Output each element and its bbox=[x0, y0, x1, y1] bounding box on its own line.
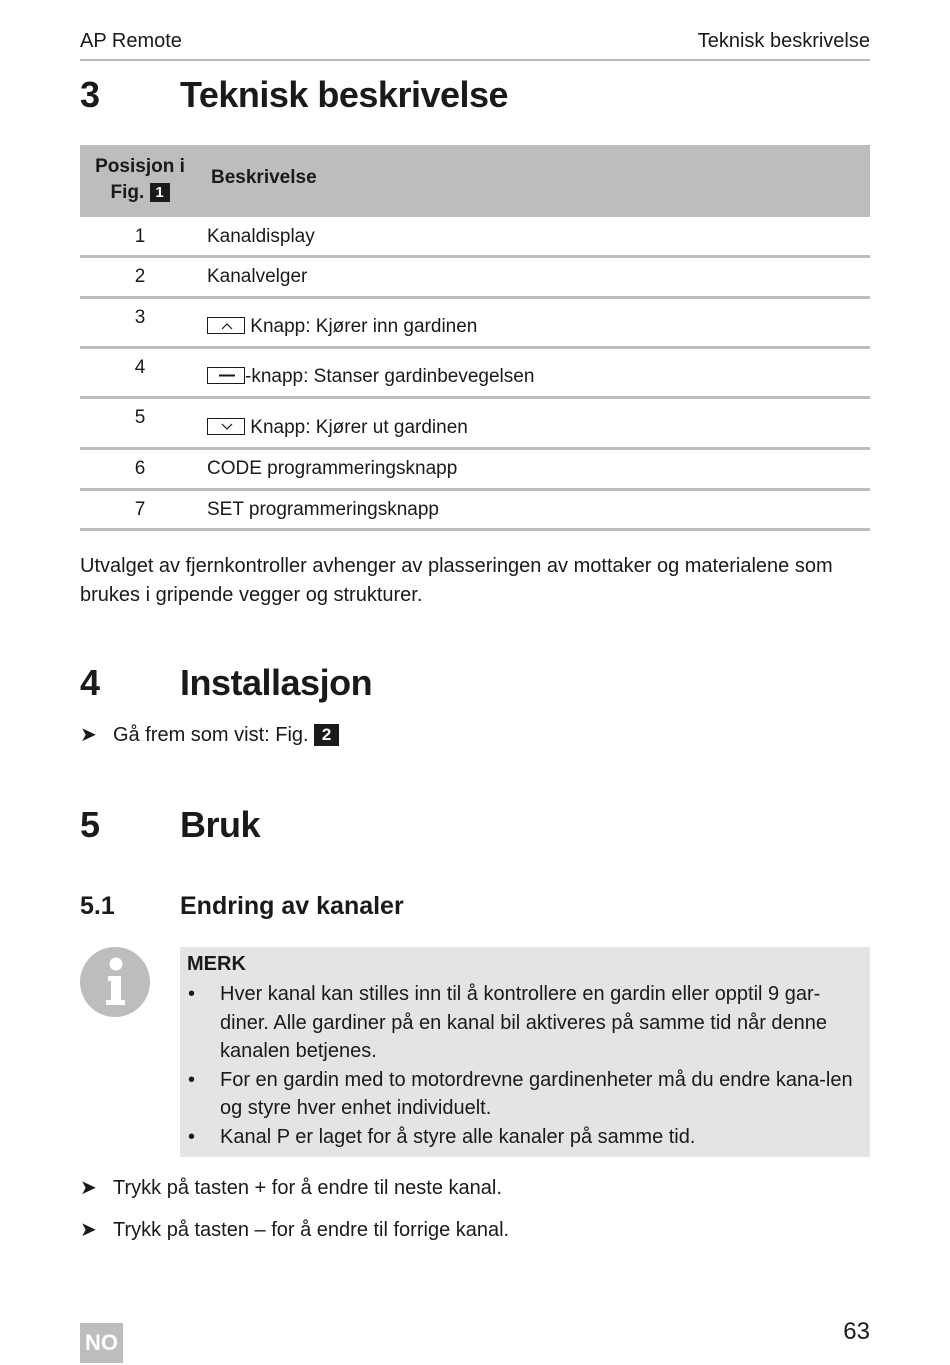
table-row bbox=[80, 217, 870, 258]
description-table bbox=[80, 145, 870, 531]
table-cell-position: 1 bbox=[134, 226, 146, 247]
table-row bbox=[80, 491, 870, 531]
table-header bbox=[80, 145, 870, 217]
step-arrow-icon: ➤ bbox=[80, 724, 97, 746]
table-cell-description: Kanaldisplay bbox=[207, 226, 315, 247]
stop-key-icon bbox=[207, 367, 245, 384]
step-arrow-icon: ➤ bbox=[80, 1177, 97, 1199]
note-item: • For en gardin med to motordrevne gardinenheter må du endre kana-len og styre hver enhet individuelt. bbox=[187, 1066, 863, 1123]
column-header-position bbox=[80, 154, 200, 206]
subsection-title: Endring av kanaler bbox=[180, 892, 404, 920]
column-header-position-line2: Fig. bbox=[110, 182, 145, 203]
section-5-heading bbox=[80, 804, 870, 850]
table-cell-position: 6 bbox=[134, 458, 146, 479]
header-product-name: AP Remote bbox=[80, 30, 182, 52]
running-header bbox=[80, 28, 870, 61]
instruction-step-text: Trykk på tasten + for å endre til neste kanal. bbox=[113, 1177, 502, 1199]
note-list bbox=[187, 980, 863, 1151]
table-cell-position: 4 bbox=[134, 357, 146, 378]
table-cell-position: 5 bbox=[134, 407, 146, 428]
figure-ref-badge: 2 bbox=[314, 724, 339, 746]
table-cell-position: 7 bbox=[134, 499, 146, 520]
table-cell-description: SET programmeringsknapp bbox=[207, 499, 439, 520]
figure-ref-badge: 1 bbox=[150, 183, 170, 202]
section-5-title: Bruk bbox=[180, 804, 261, 845]
table-cell-description-text: -knapp: Stanser gardinbevegelsen bbox=[245, 366, 535, 387]
table-row bbox=[80, 299, 870, 349]
up-key-icon bbox=[207, 317, 245, 334]
note-item: • Kanal P er laget for å styre alle kanaler på samme tid. bbox=[187, 1123, 863, 1152]
column-header-position-line1: Posisjon i bbox=[95, 156, 185, 177]
table-cell-description bbox=[207, 417, 468, 439]
instruction-step bbox=[80, 1217, 509, 1242]
table-row bbox=[80, 349, 870, 399]
instruction-step-text: Trykk på tasten – for å endre til forrige kanal. bbox=[113, 1219, 510, 1241]
table-row bbox=[80, 399, 870, 450]
note-title: MERK bbox=[187, 953, 246, 975]
install-step-text: Gå frem som vist: Fig. bbox=[113, 724, 309, 746]
down-key-icon bbox=[207, 418, 245, 435]
section-3-heading bbox=[80, 74, 870, 120]
subsection-5-1-heading bbox=[80, 892, 870, 924]
table-cell-description bbox=[207, 366, 534, 388]
install-step bbox=[80, 722, 339, 747]
subsection-number: 5.1 bbox=[80, 892, 115, 920]
section-4-number: 4 bbox=[80, 662, 100, 703]
column-header-description: Beskrivelse bbox=[211, 167, 317, 188]
section-4-title: Installasjon bbox=[180, 662, 373, 703]
table-cell-position: 3 bbox=[134, 307, 146, 328]
language-badge: NO bbox=[80, 1323, 123, 1363]
note-box bbox=[180, 947, 870, 1157]
note-item: • Hver kanal kan stilles inn til å kontrollere en gardin eller opptil 9 gar-diner. Alle gardiner på en kanal bil aktiveres på samme tid når denne kanalen betjenes. bbox=[187, 980, 863, 1066]
step-arrow-icon: ➤ bbox=[80, 1219, 97, 1241]
section-5-number: 5 bbox=[80, 804, 100, 845]
info-icon bbox=[80, 947, 150, 1017]
instruction-step bbox=[80, 1175, 502, 1200]
table-cell-description-text: Knapp: Kjører ut gardinen bbox=[250, 417, 468, 438]
table-cell-description: CODE programmeringsknapp bbox=[207, 458, 458, 479]
header-section-name: Teknisk beskrivelse bbox=[697, 30, 870, 52]
section-4-heading bbox=[80, 662, 870, 708]
table-cell-description bbox=[207, 316, 477, 338]
table-cell-description-text: Knapp: Kjører inn gardinen bbox=[250, 316, 478, 337]
table-row bbox=[80, 450, 870, 491]
table-cell-position: 2 bbox=[134, 266, 146, 287]
body-paragraph: Utvalget av fjernkontroller avhenger av plasseringen av mottaker og materialene som brukes i gripende vegger og strukturer. bbox=[80, 555, 833, 606]
page-number: 63 bbox=[843, 1318, 870, 1345]
table-row bbox=[80, 258, 870, 299]
section-3-title: Teknisk beskrivelse bbox=[180, 74, 509, 115]
table-cell-description: Kanalvelger bbox=[207, 266, 308, 287]
section-3-number: 3 bbox=[80, 74, 100, 115]
